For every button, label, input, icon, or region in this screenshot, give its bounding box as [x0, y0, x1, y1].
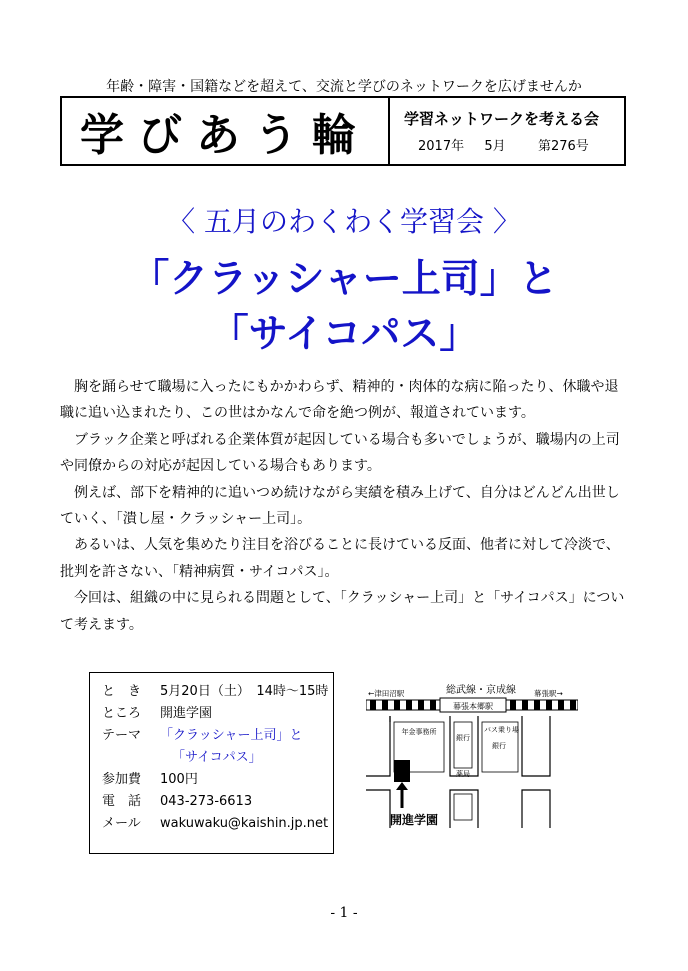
- info-value: 100円: [160, 772, 198, 787]
- info-row-fee: [102, 769, 333, 791]
- paragraph: 例えば、部下を精神的に追いつめ続けながら実績を積み上げて、自分はどんどん出世していく、「潰し屋・クラッシャー上司」。: [60, 484, 620, 528]
- event-title-line2: 「サイコパス」: [209, 312, 479, 357]
- info-row-theme-cont: [102, 747, 333, 769]
- info-row-phone: [102, 791, 333, 813]
- event-info-box: [89, 672, 334, 854]
- destination-building: [394, 760, 410, 782]
- newsletter-logo: 学びあう輪: [62, 98, 390, 164]
- issue-number: 第276号: [537, 139, 589, 154]
- info-label: ところ: [102, 706, 142, 721]
- organization-name: 学習ネットワークを考える会: [404, 110, 600, 128]
- right-station-label: 幕張駅→: [534, 689, 563, 698]
- tagline: 年齢・障害・国籍などを超えて、交流と学びのネットワークを広げませんか: [106, 79, 582, 95]
- paragraph: 今回は、組織の中に見られる問題として、「クラッシャー上司」と「サイコパス」について考えます。: [60, 590, 625, 633]
- masthead-info: [390, 98, 624, 164]
- info-label: 参加費: [102, 772, 142, 787]
- info-label: 電 話: [102, 794, 142, 809]
- article-body: [60, 374, 630, 638]
- info-label: テーマ: [102, 728, 142, 743]
- bank-label-2: 銀行: [492, 742, 506, 750]
- info-value: 開進学園: [160, 706, 213, 721]
- issue-month: 5月: [484, 139, 506, 154]
- paragraph: ブラック企業と呼ばれる企業体質が起因している場合も多いでしょうが、職場内の上司や同僚からの対応が起因している場合もあります。: [60, 431, 620, 475]
- bank-label-1: 銀行: [456, 734, 470, 742]
- info-row-theme: [102, 725, 333, 747]
- line-name-label: 総武線・京成線: [446, 685, 516, 696]
- info-value: 「クラッシャー上司」と: [160, 728, 303, 743]
- destination-label: 開進学園: [390, 813, 439, 827]
- arrow-up-icon: [396, 782, 408, 808]
- pension-office-label: 年金事務所: [401, 728, 437, 736]
- station-label: 幕張本郷駅: [453, 702, 493, 711]
- event-subtitle: 〈 五月のわくわく学習会 〉: [167, 205, 521, 238]
- event-title-line1: 「クラッシャー上司」と: [130, 257, 558, 302]
- info-value: 5月20日（土） 14時～15時: [160, 684, 329, 699]
- info-label: と き: [102, 684, 142, 699]
- info-label: メール: [102, 816, 141, 831]
- bank-block: [454, 722, 472, 768]
- info-row-when: [102, 681, 333, 703]
- access-map: [366, 676, 578, 836]
- masthead: [60, 96, 626, 166]
- info-value: 043-273-6613: [160, 794, 253, 809]
- left-station-label: ←津田沼駅: [368, 689, 405, 698]
- paragraph: あるいは、人気を集めたり注目を浴びることに長けている反面、他者に対して冷淡で、批判を許さない、「精神病質・サイコパス」。: [60, 537, 620, 580]
- info-row-where: [102, 703, 333, 725]
- page-number: - 1 -: [330, 905, 358, 921]
- info-value: 「サイコパス」: [172, 750, 262, 765]
- info-row-email: [102, 813, 333, 835]
- paragraph: 胸を踊らせて職場に入ったにもかかわらず、精神的・肉体的な病に陥ったり、休職や退職に追い込まれたり、この世はかなんで命を絶つ例が、報道されています。: [60, 379, 619, 422]
- pharmacy-label: 薬局: [456, 770, 470, 778]
- issue-line: [404, 135, 624, 154]
- pharmacy-block: [454, 794, 472, 820]
- issue-year: 2017年: [418, 139, 465, 154]
- bus-stop-label: バス乗り場: [484, 726, 519, 734]
- info-value[interactable]: wakuwaku@kaishin.jp.net: [160, 816, 329, 831]
